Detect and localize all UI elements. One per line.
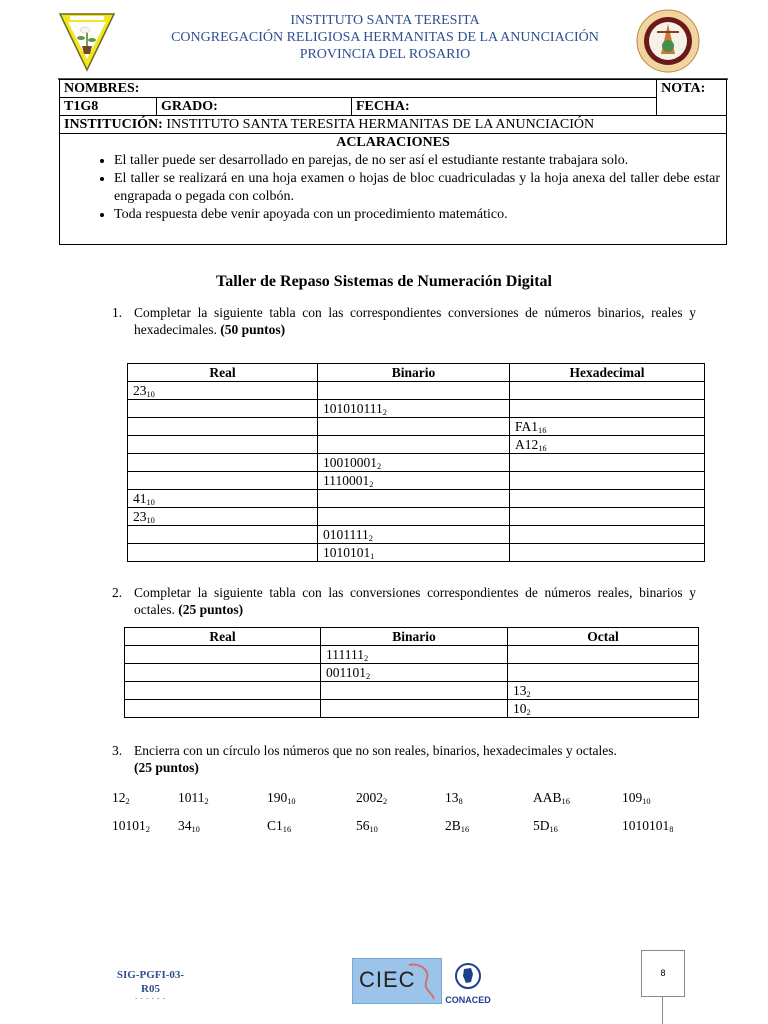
column-header: Hexadecimal <box>510 364 705 382</box>
question-text: Completar la siguiente tabla con las correspondientes conversiones de números binarios, reales y hexadecimales. <box>134 305 696 337</box>
table-row <box>125 664 699 682</box>
column-header: Binario <box>318 364 510 382</box>
table-cell-given: $101010111_2$ <box>318 400 510 418</box>
question-number: 1. <box>112 305 123 320</box>
table-cell-given: $0101111_2$ <box>318 526 510 544</box>
table-cell-blank[interactable] <box>128 544 318 562</box>
number-option[interactable]: $34_{10}$ <box>178 818 200 835</box>
question-3 <box>112 742 696 776</box>
table-cell-blank[interactable] <box>318 436 510 454</box>
number-row-1 <box>0 790 768 810</box>
institucion-row: INSTITUCIÓN: INSTITUTO SANTA TERESITA HERMANITAS DE LA ANUNCIACIÓN <box>60 116 727 134</box>
number-option[interactable]: $190_{10}$ <box>267 790 296 807</box>
table-cell-blank[interactable] <box>510 544 705 562</box>
aclaracion-item: • El taller puede ser desarrollado en parejas, de no ser así el estudiante restante trabajara solo. <box>114 152 726 170</box>
table-cell-blank[interactable] <box>128 436 318 454</box>
table-cell-blank[interactable] <box>125 682 321 700</box>
column-header: Binario <box>321 628 508 646</box>
table-cell-given: $23_{10}$ <box>128 508 318 526</box>
conversion-table-1 <box>127 363 705 562</box>
table-cell-blank[interactable] <box>321 682 508 700</box>
number-option[interactable]: $10101_2$ <box>112 818 150 835</box>
table-cell-given: $FA1_{16}$ <box>510 418 705 436</box>
aclaraciones-box <box>59 134 727 245</box>
table-cell-blank[interactable] <box>508 664 699 682</box>
table-row <box>125 646 699 664</box>
column-header: Real <box>128 364 318 382</box>
table-cell-blank[interactable] <box>125 646 321 664</box>
table-cell-blank[interactable] <box>128 400 318 418</box>
table-row <box>128 472 705 490</box>
table-cell-given: $001101_2$ <box>321 664 508 682</box>
question-points: (25 puntos) <box>134 760 199 775</box>
table-cell-blank[interactable] <box>510 400 705 418</box>
table-cell-blank[interactable] <box>510 490 705 508</box>
table-cell-given: $23_{10}$ <box>128 382 318 400</box>
table-row <box>128 526 705 544</box>
table-row <box>128 418 705 436</box>
table-cell-given: $111111_2$ <box>321 646 508 664</box>
column-header: Real <box>125 628 321 646</box>
question-number: 2. <box>112 585 123 600</box>
table-cell-blank[interactable] <box>510 472 705 490</box>
table-cell-blank[interactable] <box>510 508 705 526</box>
fecha-field[interactable]: FECHA: <box>352 98 657 116</box>
table-cell-blank[interactable] <box>510 382 705 400</box>
table-cell-blank[interactable] <box>318 490 510 508</box>
ciec-logo: CIEC <box>352 958 442 1004</box>
question-2 <box>112 584 696 618</box>
table-cell-given: $1010101_1$ <box>318 544 510 562</box>
column-header: Octal <box>508 628 699 646</box>
table-row <box>128 490 705 508</box>
institution-header <box>140 12 630 63</box>
header-line-3: PROVINCIA DEL ROSARIO <box>299 47 471 62</box>
table-cell-blank[interactable] <box>318 508 510 526</box>
aclaraciones-list <box>60 152 726 224</box>
table-cell-blank[interactable] <box>508 646 699 664</box>
question-points: (25 puntos) <box>178 602 244 617</box>
nombres-field[interactable]: NOMBRES: <box>60 80 657 98</box>
table-cell-blank[interactable] <box>128 418 318 436</box>
table-row <box>128 400 705 418</box>
table-cell-given: $10010001_2$ <box>318 454 510 472</box>
number-row-2 <box>0 818 768 838</box>
table-cell-blank[interactable] <box>510 526 705 544</box>
student-info-table <box>59 79 727 134</box>
table-row <box>128 382 705 400</box>
table-cell-blank[interactable] <box>510 454 705 472</box>
table-cell-given: $10_2$ <box>508 700 699 718</box>
congregation-seal-logo <box>635 8 701 74</box>
table-cell-given: $1110001_2$ <box>318 472 510 490</box>
number-option[interactable]: $2002_2$ <box>356 790 388 807</box>
table-row <box>128 454 705 472</box>
table-cell-blank[interactable] <box>125 700 321 718</box>
nota-field[interactable]: NOTA: <box>657 80 727 116</box>
table-row <box>128 544 705 562</box>
grado-field[interactable]: GRADO: <box>157 98 352 116</box>
table-row <box>128 436 705 454</box>
number-option[interactable]: $C1_{16}$ <box>267 818 292 835</box>
aclaracion-item: • El taller se realizará en una hoja examen o hojas de bloc cuadriculadas y la hoja anexa del taller debe estar engrapada o pegada con colbón. <box>114 170 726 206</box>
table-row <box>128 508 705 526</box>
table-cell-blank[interactable] <box>125 664 321 682</box>
table-cell-blank[interactable] <box>318 382 510 400</box>
page-number-connector <box>662 996 663 1024</box>
page-number: 8 <box>641 950 685 997</box>
table-cell-blank[interactable] <box>128 526 318 544</box>
aclaracion-item: • Toda respuesta debe venir apoyada con un procedimiento matemático. <box>114 206 726 224</box>
question-text: Encierra con un círculo los números que no son reales, binarios, hexadecimales y octales. <box>134 743 617 758</box>
question-1 <box>112 304 696 338</box>
table-cell-blank[interactable] <box>318 418 510 436</box>
group-code: T1G8 <box>60 98 157 116</box>
number-option[interactable]: $13_8$ <box>445 790 463 807</box>
conversion-table-2 <box>124 627 699 718</box>
number-option[interactable]: $5D_{16}$ <box>533 818 558 835</box>
table-cell-given: $13_2$ <box>508 682 699 700</box>
aclaraciones-title: ACLARACIONES <box>336 135 450 150</box>
table-cell-blank[interactable] <box>321 700 508 718</box>
number-option[interactable]: $1011_2$ <box>178 790 209 807</box>
number-option[interactable]: $12_2$ <box>112 790 130 807</box>
question-number: 3. <box>112 743 123 758</box>
table-row <box>125 700 699 718</box>
header-line-2: CONGREGACIÓN RELIGIOSA HERMANITAS DE LA ANUNCIACIÓN <box>171 30 599 45</box>
school-crest-logo <box>58 12 116 72</box>
table-cell-blank[interactable] <box>128 472 318 490</box>
number-option[interactable]: $AAB_{16}$ <box>533 790 570 807</box>
document-code: SIG-PGFI-03- R05 - - - - - - <box>116 969 185 1002</box>
number-option[interactable]: $109_{10}$ <box>622 790 651 807</box>
worksheet-title: Taller de Repaso Sistemas de Numeración Digital <box>216 273 552 290</box>
question-points: (50 puntos) <box>220 322 286 337</box>
conaced-logo: CONACED <box>443 962 493 1004</box>
table-cell-blank[interactable] <box>128 454 318 472</box>
table-cell-given: $A12_{16}$ <box>510 436 705 454</box>
number-option[interactable]: $56_{10}$ <box>356 818 378 835</box>
header-line-1: INSTITUTO SANTA TERESITA <box>290 13 480 28</box>
number-option[interactable]: $2B_{16}$ <box>445 818 470 835</box>
number-option[interactable]: $1010101_8$ <box>622 818 674 835</box>
table-cell-given: $41_{10}$ <box>128 490 318 508</box>
question-text: Completar la siguiente tabla con las conversiones correspondientes de números reales, binarios y octales. <box>134 585 696 617</box>
table-row <box>125 682 699 700</box>
